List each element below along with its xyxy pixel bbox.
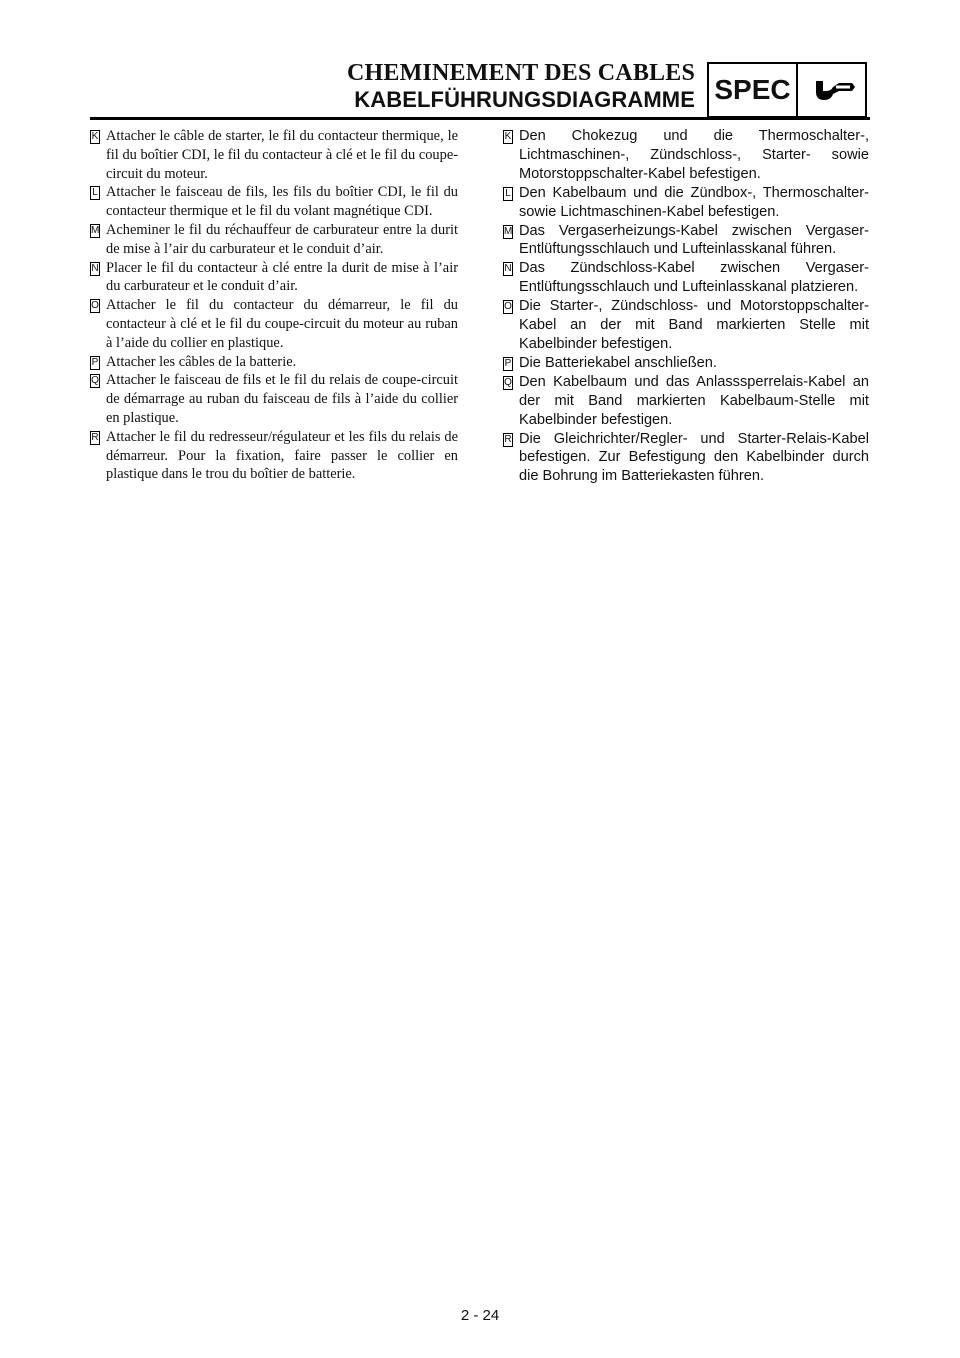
- spec-badge: [707, 62, 867, 118]
- wrench-icon: [798, 64, 865, 116]
- item-marker: M: [91, 224, 100, 236]
- item-text: Den Kabelbaum und das Anlasssperrelais-Kabel an der mit Band markierten Kabelbaum-Stelle mit Kabelbinder befestigen.: [519, 373, 869, 428]
- list-item: [90, 259, 458, 297]
- item-marker: R: [504, 433, 512, 445]
- list-item: [503, 259, 869, 297]
- list-item: [90, 221, 458, 259]
- german-column: [503, 127, 869, 486]
- list-item: [503, 373, 869, 430]
- item-marker: O: [504, 301, 512, 313]
- item-marker: R: [91, 431, 99, 443]
- item-text: Attacher les câbles de la batterie.: [106, 353, 297, 370]
- item-marker: M: [504, 225, 513, 237]
- list-item: [90, 428, 458, 484]
- item-text: Attacher le câble de starter, le fil du contacteur thermique, le fil du boîtier CDI, le fil du contacteur à clé et le fil du coupe-circuit du moteur.: [106, 128, 458, 182]
- section-title-french: CHEMINEMENT DES CABLES: [346, 60, 695, 86]
- list-item: [503, 297, 869, 354]
- list-item: [503, 127, 869, 184]
- item-marker: Q: [504, 376, 512, 388]
- item-marker: P: [91, 356, 99, 368]
- list-item: [90, 353, 458, 372]
- item-text: Die Starter-, Zündschloss- und Motorstoppschalter-Kabel an der mit Band markierten Stelle mit Kabelbinder befestigen.: [519, 298, 869, 352]
- page-number: 2 - 24: [460, 1307, 500, 1324]
- item-marker: N: [91, 262, 99, 274]
- header-rule: [90, 117, 870, 120]
- item-marker: O: [91, 300, 99, 312]
- item-text: Attacher le fil du contacteur du démarreur, le fil du contacteur à clé et le fil du coupe-circuit du moteur au ruban à l’aide du collier en plastique.: [106, 297, 458, 351]
- item-text: Den Chokezug und die Thermoschalter-, Lichtmaschinen-, Zündschloss-, Starter- sowie Motorstoppschalter-Kabel befestigen.: [519, 128, 869, 182]
- item-text: Das Vergaserheizungs-Kabel zwischen Vergaser-Entlüftungsschlauch und Lufteinlasskanal führen.: [519, 222, 869, 258]
- item-marker: N: [504, 263, 512, 275]
- item-marker: L: [503, 187, 513, 201]
- item-text: Attacher le faisceau de fils et le fil du relais de coupe-circuit de démarrage au ruban du faisceau de fils à l’aide du collier en plastique.: [106, 372, 458, 426]
- list-item: [503, 184, 869, 222]
- item-marker: K: [91, 131, 99, 142]
- section-title-german: KABELFÜHRUNGSDIAGRAMME: [354, 87, 695, 112]
- list-item: [90, 183, 458, 221]
- list-item: [90, 127, 458, 183]
- item-text: Attacher le faisceau de fils, les fils du boîtier CDI, le fil du contacteur thermique et le fil du volant magnétique CDI.: [106, 184, 458, 220]
- item-text: Den Kabelbaum und die Zündbox-, Thermoschalter- sowie Lichtmaschinen-Kabel befestigen.: [519, 184, 869, 220]
- item-marker: L: [90, 186, 100, 200]
- item-marker: P: [504, 357, 512, 369]
- spec-label: SPEC: [709, 64, 798, 116]
- french-column: [90, 127, 458, 484]
- item-text: Placer le fil du contacteur à clé entre la durit de mise à l’air du carburateur et le conduit d’air.: [106, 259, 458, 295]
- item-text: Attacher le fil du redresseur/régulateur et les fils du relais de démarreur. Pour la fixation, faire passer le collier en plastique dans le trou du boîtier de batterie.: [106, 428, 458, 483]
- list-item: [503, 430, 869, 487]
- item-text: Acheminer le fil du réchauffeur de carburateur entre la durit de mise à l’air du carburateur et le conduit d’air.: [106, 221, 458, 257]
- item-marker: Q: [91, 375, 99, 387]
- item-text: Die Gleichrichter/Regler- und Starter-Relais-Kabel befestigen. Zur Befestigung den Kabelbinder durch die Bohrung im Batteriekasten führen.: [519, 430, 869, 485]
- item-text: Das Zündschloss-Kabel zwischen Vergaser-Entlüftungsschlauch und Lufteinlasskanal platzieren.: [519, 260, 869, 296]
- item-marker: K: [504, 131, 512, 142]
- item-text: Die Batteriekabel anschließen.: [519, 354, 717, 371]
- list-item: [503, 354, 869, 373]
- list-item: [503, 222, 869, 260]
- list-item: [90, 296, 458, 352]
- list-item: [90, 371, 458, 427]
